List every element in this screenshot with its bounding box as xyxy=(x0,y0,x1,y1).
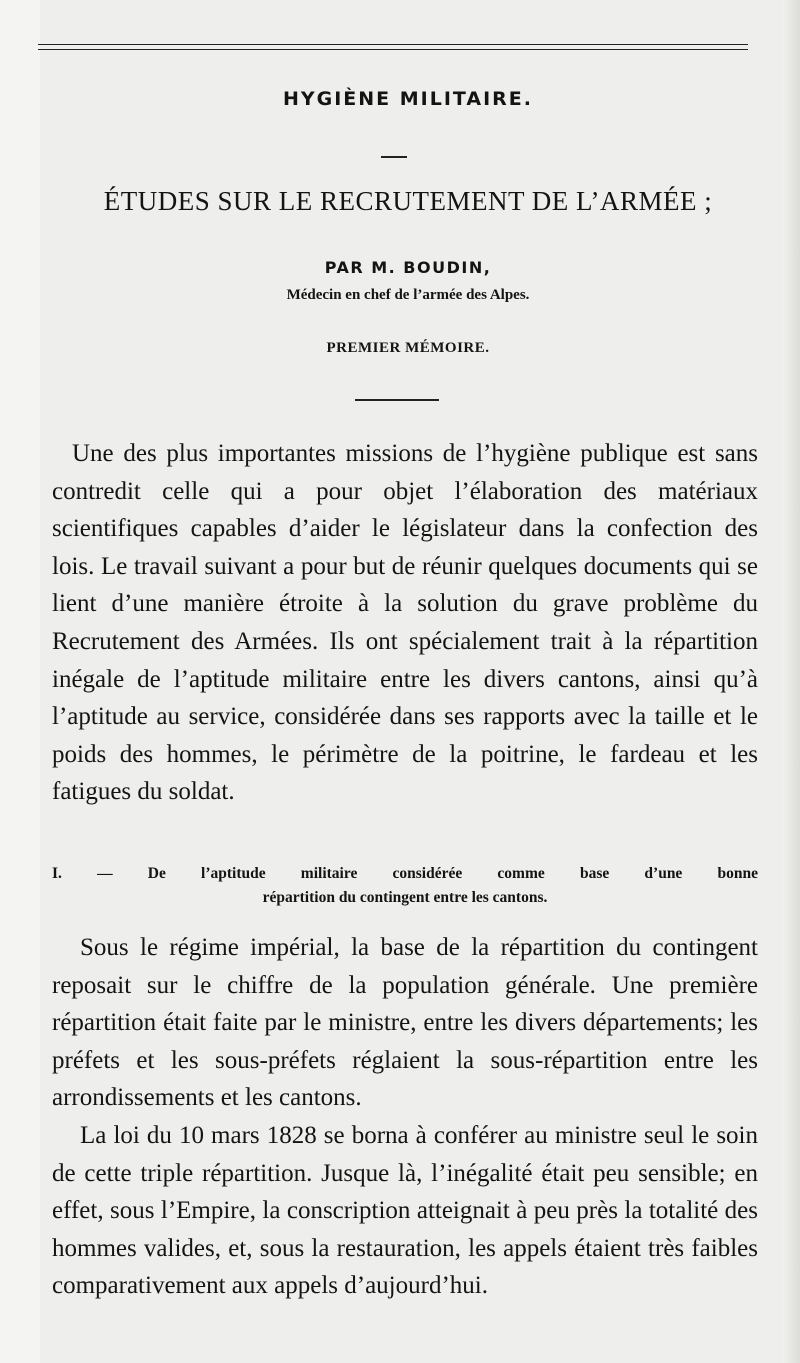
article-title: ÉTUDES SUR LE RECRUTEMENT DE L’ARMÉE ; xyxy=(103,186,713,216)
title-divider xyxy=(381,156,407,158)
header-rule xyxy=(38,44,748,45)
section-heading xyxy=(52,862,758,910)
page-edge xyxy=(782,0,800,1363)
paragraph-intro: Une des plus importantes missions de l’hygiène publique est sans contredit celle qui a pour objet l’élaboration des matériaux scientifiques capables d’aider le législateur dans la confection des lois. Le travail suivant a pour but de réunir quelques documents qui se lient d’une manière étroite à la solution du grave problème du Recrutement des Armées. Ils ont spécialement trait à la répartition inégale de l’aptitude militaire entre les divers cantons, ainsi qu’à l’aptitude au service, considérée dans ses rapports avec la taille et le poids des hommes, le périmètre de la poitrine, le fardeau et les fatigues du soldat. xyxy=(52,440,758,806)
body-divider xyxy=(355,399,439,401)
section-heading-line-1: I. — De l’aptitude militaire considérée comme base d’une bonne xyxy=(52,865,758,882)
section-heading-line-2: répartition du contingent entre les cantons. xyxy=(262,889,548,906)
memoir-label: PREMIER MÉMOIRE. xyxy=(326,340,490,356)
header-rule-secondary xyxy=(38,49,748,50)
author-affiliation: Médecin en chef de l’armée des Alpes. xyxy=(286,287,530,303)
paragraph-regime: Sous le régime impérial, la base de la répartition du contingent reposait sur le chiffre de la population générale. Une première répartition était faite par le ministre, entre les divers départements; les préfets et les sous-préfets réglaient la sous-répartition entre les arrondissements et les cantons. xyxy=(52,934,758,1112)
paragraph-law: La loi du 10 mars 1828 se borna à conférer au ministre seul le soin de cette triple répartition. Jusque là, l’inégalité était peu sensible; en effet, sous l’Empire, la conscription atteignait à peu près la totalité des hommes valides, et, sous la restauration, les appels étaient très faibles comparativement aux appels d’aujourd’hui. xyxy=(52,1122,758,1300)
section-title: HYGIÈNE MILITAIRE. xyxy=(282,88,534,110)
author-line: PAR M. BOUDIN, xyxy=(324,258,492,277)
page-margin xyxy=(0,0,40,1363)
